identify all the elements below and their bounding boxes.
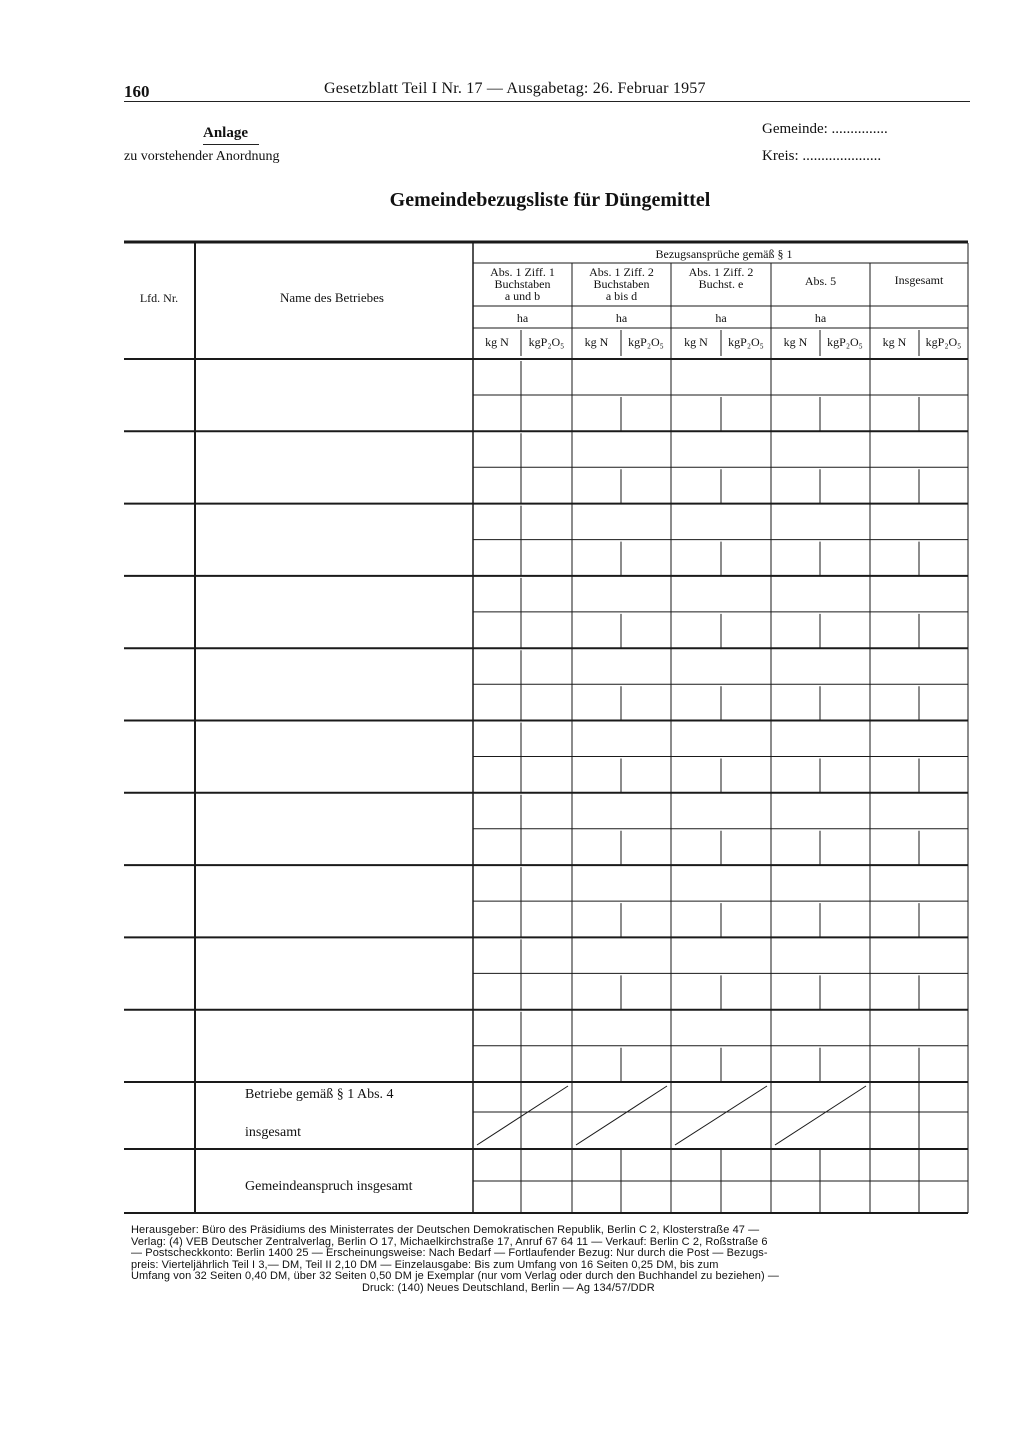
group-label-2-line2: Buchstaben (593, 277, 650, 291)
kreis-field[interactable]: Kreis: ..................... (762, 148, 882, 164)
group-label-2: Abs. 1 Ziff. 2 (589, 265, 654, 279)
annex-subtitle: zu vorstehender Anordnung (124, 149, 280, 164)
group-label-3: Abs. 1 Ziff. 2 (688, 265, 754, 279)
sub-kgn-4: kg N (783, 335, 808, 349)
imprint-line: Druck: (140) Neues Deutschland, Berlin — Ag 134/57/DDR (362, 1281, 655, 1294)
sub-kgn-1: kg N (485, 335, 509, 349)
group-label-1-line3: a und b (504, 289, 541, 303)
page-number: 160 (124, 82, 150, 101)
gemeinde-field[interactable]: Gemeinde: ............... (762, 121, 888, 137)
diagonal-strike (675, 1086, 767, 1145)
unit-ha-1: ha (516, 311, 529, 325)
column-name: Name des Betriebes (280, 290, 384, 305)
group-label-3-line2: Buchst. e (698, 277, 744, 291)
sub-kgp-3: kgP₂O₅ (728, 335, 764, 349)
imprint-line: Verlag: (4) VEB Deutscher Zentralverlag, Berlin O 17, Michaelkirchstraße 17, Anruf 67 64 11 — Verkauf: Berlin C 2, Roßstraße 6 (131, 1235, 768, 1248)
form-title: Gemeindebezugsliste für Düngemittel (389, 189, 711, 211)
sub-kgp-1: kgP₂O₅ (528, 335, 565, 349)
group-label-4: Abs. 5 (804, 274, 837, 288)
imprint-line: — Postscheckkonto: Berlin 1400 25 — Erscheinungsweise: Nach Bedarf — Fortlaufender Bezug: Nur durch die Post — Bezugs- (131, 1247, 768, 1259)
unit-ha-2: ha (615, 311, 628, 325)
group-label-2-line3: a bis d (605, 289, 638, 303)
sub-kgp-2: kgP₂O₅ (628, 335, 664, 349)
sub-kgn-2: kg N (584, 335, 609, 349)
group-header-label: Bezugsansprüche gemäß § 1 (655, 247, 793, 261)
group-label-1: Abs. 1 Ziff. 1 (490, 265, 555, 279)
sub-kgn-5: kg N (882, 335, 907, 349)
imprint-line: Umfang von 32 Seiten 0,40 DM, über 32 Seiten 0,50 DM je Exemplar (nur vom Verlag oder durch den Buchhandel zu beziehen) — (131, 1270, 780, 1282)
imprint (131, 1225, 973, 1294)
running-title: Gesetzblatt Teil I Nr. 17 — Ausgabetag: 26. Februar 1957 (324, 80, 706, 97)
diagonal-strike (477, 1086, 568, 1145)
diagonal-strike (775, 1086, 866, 1145)
unit-ha-4: ha (814, 311, 827, 325)
group-label-1-line2: Buchstaben (494, 277, 551, 291)
unit-ha-3: ha (715, 311, 727, 325)
sub-kgn-3: kg N (684, 335, 708, 349)
imprint-line: Herausgeber: Büro des Präsidiums des Ministerrates der Deutschen Demokratischen Republik, Berlin C 2, Klosterstraße 47 — (131, 1224, 760, 1236)
summary-row1-line2: insgesamt (245, 1125, 301, 1140)
imprint-line: preis: Vierteljährlich Teil I 3,— DM, Teil II 2,10 DM — Einzelausgabe: Bis zum Umfang von 16 Seiten 0,25 DM, bis zum (131, 1258, 719, 1271)
summary-row1-line1: Betriebe gemäß § 1 Abs. 4 (245, 1087, 394, 1102)
annex-label: Anlage (203, 125, 248, 141)
column-lfd-nr: Lfd. Nr. (139, 291, 179, 305)
summary-row2-label: Gemeindeanspruch insgesamt (245, 1179, 413, 1194)
diagonal-strike (576, 1086, 667, 1145)
sub-kgp-4: kgP₂O₅ (827, 335, 863, 349)
group-label-5: Insgesamt (894, 273, 944, 287)
sub-kgp-5: kgP₂O₅ (925, 335, 962, 349)
